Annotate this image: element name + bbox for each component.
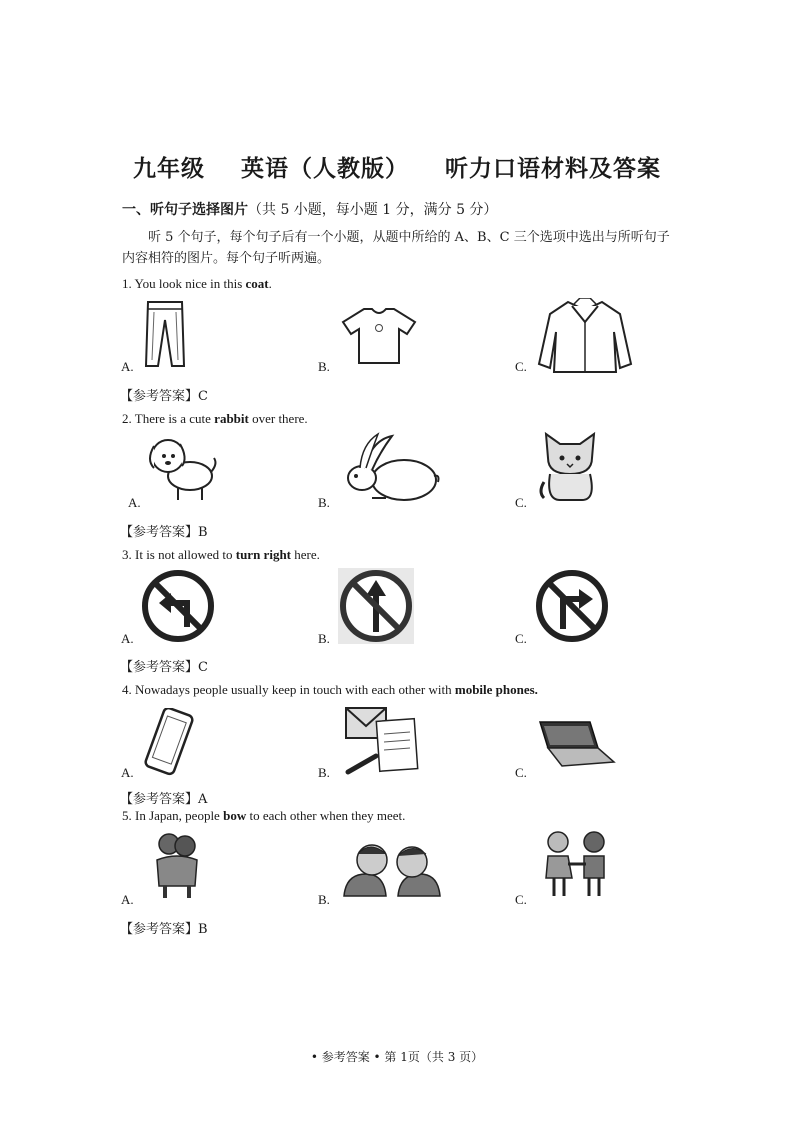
option-b: B. (318, 765, 330, 780)
answer-key: 【参考答案】A (120, 792, 208, 807)
option-b: B. (318, 495, 330, 510)
question-text: 1. You look nice in this (122, 276, 246, 291)
rabbit-icon (342, 432, 442, 504)
option-c: C. (515, 631, 527, 646)
question-text-end: over there. (248, 411, 308, 426)
tshirt-icon (340, 306, 418, 366)
question-keyword: coat (245, 276, 269, 291)
option-b: B. (318, 631, 330, 646)
question-keyword: mobile phones. (454, 682, 538, 697)
section-instructions: 听 5 个句子，每个句子后有一个小题，从题中所给的 A、B、C 三个选项中选出与所听句子内容相符的图片。每个句子听两遍。 (122, 230, 670, 266)
option-b: B. (318, 359, 330, 374)
question-text-end: . (268, 276, 272, 291)
handshake-kids-icon (542, 830, 612, 900)
option-b: B. (318, 892, 330, 907)
option-c: C. (515, 495, 527, 510)
section-heading-note: （共 5 小题，每小题 1 分，满分 5 分） (248, 202, 498, 218)
answer-key: 【参考答案】C (120, 660, 208, 675)
answer-key: 【参考答案】B (120, 922, 208, 937)
question-4 (122, 682, 538, 698)
question-text: 5. In Japan, people (122, 808, 224, 823)
answer-key: 【参考答案】B (120, 525, 208, 540)
no-left-turn-sign (141, 569, 215, 643)
option-c: C. (515, 765, 527, 780)
question-2 (122, 411, 308, 427)
hugging-kids-icon (147, 830, 207, 900)
letter-icon (342, 704, 422, 778)
no-straight-sign (338, 568, 414, 644)
question-text: 3. It is not allowed to (122, 547, 236, 562)
option-a: A. (121, 359, 134, 374)
question-text-end: to each other when they meet. (246, 808, 406, 823)
cat-icon (538, 430, 604, 502)
option-c: C. (515, 359, 527, 374)
question-5 (122, 808, 405, 824)
section-heading (122, 199, 497, 219)
option-a: A. (121, 631, 134, 646)
question-1 (122, 276, 272, 292)
question-text-end: here. (291, 547, 320, 562)
laptop-icon (536, 718, 616, 770)
puppy-icon (144, 432, 220, 502)
question-text: 4. Nowadays people usually keep in touch with each other with (122, 682, 455, 697)
pants-icon (140, 300, 190, 370)
option-c: C. (515, 892, 527, 907)
page-footer: • 参考答案 • 第 1页（共 3 页） (310, 1050, 484, 1064)
mobile-phone-icon (140, 708, 196, 776)
section-heading-label: 一、听句子选择图片 (122, 202, 248, 218)
option-a: A. (128, 495, 141, 510)
option-a: A. (121, 765, 134, 780)
question-3 (122, 547, 320, 563)
answer-key: 【参考答案】C (120, 389, 208, 404)
option-a: A. (121, 892, 134, 907)
jacket-icon (536, 298, 634, 374)
question-keyword: turn right (235, 547, 291, 562)
bowing-boys-icon (340, 840, 444, 898)
question-keyword: rabbit (214, 411, 249, 426)
page-title: 九年级 英语（人教版） 听力口语材料及答案 (132, 155, 662, 182)
no-right-turn-sign (535, 569, 609, 643)
question-text: 2. There is a cute (122, 411, 215, 426)
question-keyword: bow (223, 808, 247, 823)
